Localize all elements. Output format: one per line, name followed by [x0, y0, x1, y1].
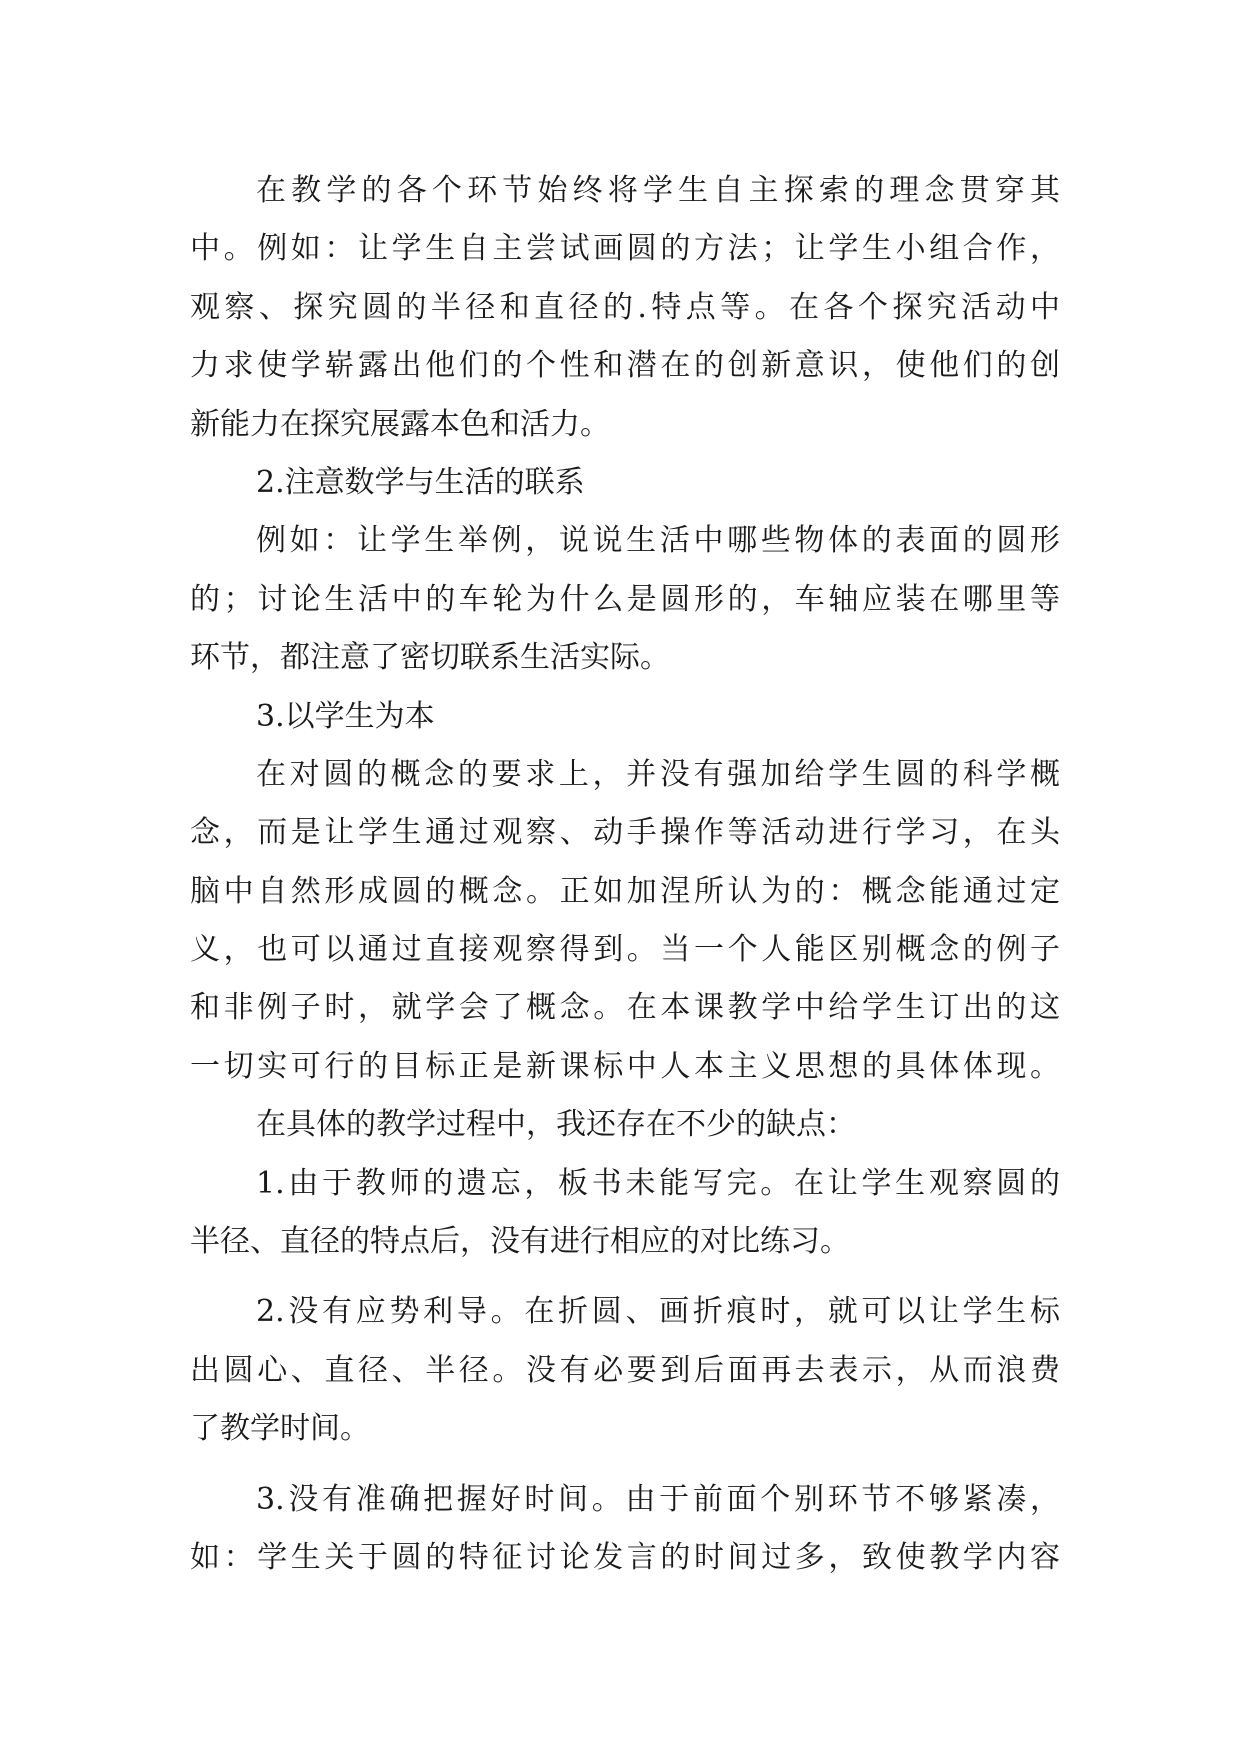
text-line: 如：学生关于圆的特征讨论发言的时间过多，致使教学内容 — [190, 1539, 1060, 1575]
text-line: 念，而是让学生通过观察、动手操作等活动进行学习，在头 — [190, 815, 1060, 851]
text-line: 2.没有应势利导。在折圆、画折痕时，就可以让学生标 — [256, 1294, 1060, 1330]
text-line: 环节，都注意了密切联系生活实际。 — [190, 640, 670, 676]
text-line: 1.由于教师的遗忘，板书未能写完。在让学生观察圆的 — [256, 1165, 1060, 1201]
paragraph-shortcoming-1 — [190, 1155, 1060, 1272]
text-line: 出圆心、直径、半径。没有必要到后面再去表示，从而浪费 — [190, 1352, 1060, 1388]
text-line: 观察、探究圆的半径和直径的.特点等。在各个探究活动中 — [190, 289, 1060, 325]
text-line: 在具体的教学过程中，我还存在不少的缺点： — [256, 1107, 856, 1143]
paragraph-spacer — [190, 1271, 1060, 1283]
text-line: 义，也可以通过直接观察得到。当一个人能区别概念的例子 — [190, 932, 1060, 968]
text-line: 力求使学崭露出他们的个性和潜在的创新意识，使他们的创 — [190, 348, 1060, 384]
text-line: 中。例如：让学生自主尝试画圆的方法；让学生小组合作， — [190, 231, 1060, 267]
paragraph-shortcoming-2 — [190, 1283, 1060, 1458]
text-line: 和非例子时，就学会了概念。在本课教学中给学生订出的这 — [190, 990, 1060, 1026]
text-line: 例如：让学生举例，说说生活中哪些物体的表面的圆形 — [256, 523, 1060, 559]
text-line: 一切实可行的目标正是新课标中人本主义思想的具体体现。 — [190, 1048, 1060, 1084]
paragraph-shortcoming-3 — [190, 1471, 1060, 1588]
text-line: 脑中自然形成圆的概念。正如加涅所认为的：概念能通过定 — [190, 873, 1060, 909]
paragraph-student-centered — [190, 746, 1060, 1096]
heading-student-centered — [190, 688, 1060, 746]
text-line: 在教学的各个环节始终将学生自主探索的理念贯穿其 — [256, 173, 1060, 208]
section-heading: 2.注意数学与生活的联系 — [256, 464, 585, 500]
text-line: 了教学时间。 — [190, 1411, 370, 1447]
paragraph-self-exploration — [190, 162, 1060, 454]
document-body — [190, 162, 1060, 1587]
heading-math-and-life — [190, 454, 1060, 512]
paragraph-math-and-life — [190, 512, 1060, 687]
text-line: 3.没有准确把握好时间。由于前面个别环节不够紧凑， — [256, 1481, 1060, 1517]
section-heading: 3.以学生为本 — [256, 698, 435, 734]
text-line: 在对圆的概念的要求上，并没有强加给学生圆的科学概 — [256, 756, 1060, 792]
text-line: 新能力在探究展露本色和活力。 — [190, 406, 610, 442]
text-line: 半径、直径的特点后，没有进行相应的对比练习。 — [190, 1224, 850, 1260]
paragraph-spacer — [190, 1459, 1060, 1471]
text-line: 的；讨论生活中的车轮为什么是圆形的，车轴应装在哪里等 — [190, 581, 1060, 617]
paragraph-shortcomings-intro — [190, 1096, 1060, 1154]
